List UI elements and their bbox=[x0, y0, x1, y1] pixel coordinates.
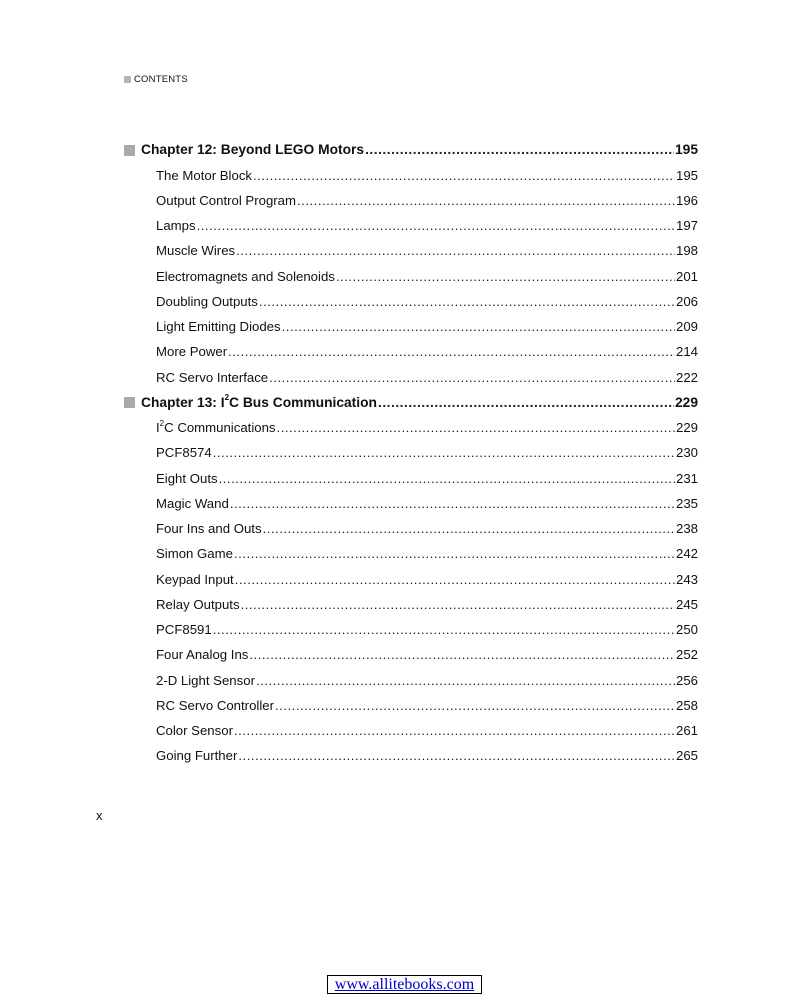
dot-leader bbox=[228, 344, 675, 360]
toc-entry-title: RC Servo Controller bbox=[156, 697, 274, 713]
toc-section-row[interactable] bbox=[124, 689, 698, 714]
toc-entry-title: The Motor Block bbox=[156, 167, 253, 183]
dot-leader bbox=[213, 445, 675, 461]
dot-leader bbox=[275, 698, 675, 714]
toc-section-row[interactable] bbox=[124, 537, 698, 562]
watermark-link[interactable]: www.allitebooks.com bbox=[327, 975, 482, 994]
toc-entry-title: Electromagnets and Solenoids bbox=[156, 268, 335, 284]
toc-entry-title: PCF8574 bbox=[156, 445, 212, 461]
toc-section-row[interactable] bbox=[124, 259, 698, 284]
dot-leader bbox=[269, 370, 675, 386]
toc-section-row[interactable] bbox=[124, 487, 698, 512]
toc-section-row[interactable] bbox=[124, 512, 698, 537]
dot-leader bbox=[282, 319, 675, 335]
toc-entry-page: 243 bbox=[675, 571, 698, 587]
square-bullet-icon bbox=[124, 397, 135, 408]
toc-section-row[interactable] bbox=[124, 714, 698, 739]
toc-section-row[interactable] bbox=[124, 613, 698, 638]
chapter-square-icon-wrap bbox=[124, 395, 141, 411]
toc-entry-page: 206 bbox=[675, 293, 698, 309]
toc-entry-page: 238 bbox=[675, 521, 698, 536]
dot-leader bbox=[238, 748, 675, 764]
toc-entry-page: 261 bbox=[675, 723, 698, 738]
table-of-contents bbox=[124, 133, 698, 764]
toc-section-row[interactable] bbox=[124, 158, 698, 183]
dot-leader bbox=[253, 168, 675, 184]
dot-leader bbox=[197, 218, 675, 234]
toc-entry-title: Color Sensor bbox=[156, 723, 233, 738]
toc-entry-title: Four Ins and Outs bbox=[156, 521, 262, 536]
toc-entry-title: Keypad Input bbox=[156, 571, 234, 587]
toc-section-row[interactable] bbox=[124, 411, 698, 436]
toc-entry-title: Light Emitting Diodes bbox=[156, 319, 281, 334]
toc-entry-title: Output Control Program bbox=[156, 192, 296, 208]
toc-entry-page: 256 bbox=[675, 672, 698, 688]
dot-leader bbox=[259, 294, 675, 310]
toc-entry-page: 229 bbox=[674, 394, 698, 410]
toc-entry-page: 231 bbox=[675, 470, 698, 486]
square-bullet-icon bbox=[124, 76, 131, 83]
toc-section-row[interactable] bbox=[124, 663, 698, 688]
dot-leader bbox=[219, 471, 675, 487]
toc-entry-page: 265 bbox=[675, 748, 698, 764]
toc-section-row[interactable] bbox=[124, 184, 698, 209]
toc-entry-title: Eight Outs bbox=[156, 470, 218, 486]
toc-entry-page: 209 bbox=[675, 319, 698, 334]
dot-leader bbox=[277, 420, 675, 436]
dot-leader bbox=[235, 572, 675, 588]
toc-entry-page: 198 bbox=[675, 243, 698, 259]
toc-entry-title: Doubling Outputs bbox=[156, 293, 258, 309]
toc-entry-page: 258 bbox=[675, 697, 698, 713]
toc-section-row[interactable] bbox=[124, 588, 698, 613]
dot-leader bbox=[236, 243, 675, 259]
toc-entry-title: $I^2C$ Communications bbox=[156, 418, 276, 435]
toc-entry-page: 230 bbox=[675, 445, 698, 461]
toc-entry-title: Chapter 13: $I^2C$ Bus Communication bbox=[141, 393, 377, 410]
dot-leader bbox=[256, 673, 675, 689]
toc-section-row[interactable] bbox=[124, 436, 698, 461]
toc-entry-title: Magic Wand bbox=[156, 495, 229, 511]
toc-section-row[interactable] bbox=[124, 638, 698, 663]
toc-section-row[interactable] bbox=[124, 360, 698, 385]
toc-entry-page: 197 bbox=[675, 218, 698, 233]
toc-entry-page: 229 bbox=[675, 420, 698, 435]
toc-entry-page: 195 bbox=[674, 142, 698, 158]
toc-entry-title: Relay Outputs bbox=[156, 596, 240, 612]
dot-leader bbox=[365, 142, 674, 158]
chapter-square-icon-wrap bbox=[124, 142, 141, 158]
dot-leader bbox=[263, 521, 675, 537]
toc-entry-title: 2-D Light Sensor bbox=[156, 672, 255, 688]
toc-entry-title: Going Further bbox=[156, 748, 238, 764]
dot-leader bbox=[378, 395, 674, 411]
toc-entry-title: Chapter 12: Beyond LEGO Motors bbox=[141, 142, 365, 158]
toc-section-row[interactable] bbox=[124, 234, 698, 259]
dot-leader bbox=[230, 496, 675, 512]
toc-entry-page: 245 bbox=[675, 596, 698, 612]
running-head-label: CONTENTS bbox=[134, 74, 188, 85]
page-number: x bbox=[96, 808, 103, 823]
toc-section-row[interactable] bbox=[124, 285, 698, 310]
toc-entry-page: 214 bbox=[675, 344, 698, 360]
toc-section-row[interactable] bbox=[124, 562, 698, 587]
dot-leader bbox=[234, 723, 675, 739]
toc-entry-title: More Power bbox=[156, 344, 228, 360]
running-head bbox=[124, 74, 188, 85]
toc-section-row[interactable] bbox=[124, 209, 698, 234]
dot-leader bbox=[213, 622, 675, 638]
toc-entry-title: Simon Game bbox=[156, 546, 233, 562]
toc-entry-page: 235 bbox=[675, 495, 698, 511]
square-bullet-icon bbox=[124, 145, 135, 156]
toc-chapter-row[interactable] bbox=[124, 386, 698, 411]
dot-leader bbox=[336, 269, 675, 285]
toc-entry-title: PCF8591 bbox=[156, 622, 212, 637]
toc-section-row[interactable] bbox=[124, 461, 698, 486]
toc-chapter-row[interactable] bbox=[124, 133, 698, 158]
toc-entry-page: 252 bbox=[675, 647, 698, 663]
dot-leader bbox=[241, 597, 675, 613]
dot-leader bbox=[297, 193, 675, 209]
toc-entry-page: 201 bbox=[675, 268, 698, 284]
toc-entry-page: 222 bbox=[675, 369, 698, 385]
dot-leader bbox=[249, 647, 675, 663]
toc-entry-page: 250 bbox=[675, 622, 698, 637]
toc-entry-page: 195 bbox=[675, 167, 698, 183]
toc-section-row[interactable] bbox=[124, 739, 698, 764]
toc-entry-page: 196 bbox=[675, 192, 698, 208]
toc-section-row[interactable] bbox=[124, 335, 698, 360]
toc-entry-title: Muscle Wires bbox=[156, 243, 236, 259]
toc-entry-page: 242 bbox=[675, 546, 698, 562]
toc-entry-title: RC Servo Interface bbox=[156, 369, 269, 385]
toc-entry-title: Four Analog Ins bbox=[156, 647, 249, 663]
toc-section-row[interactable] bbox=[124, 310, 698, 335]
toc-entry-title: Lamps bbox=[156, 218, 196, 233]
dot-leader bbox=[234, 546, 675, 562]
